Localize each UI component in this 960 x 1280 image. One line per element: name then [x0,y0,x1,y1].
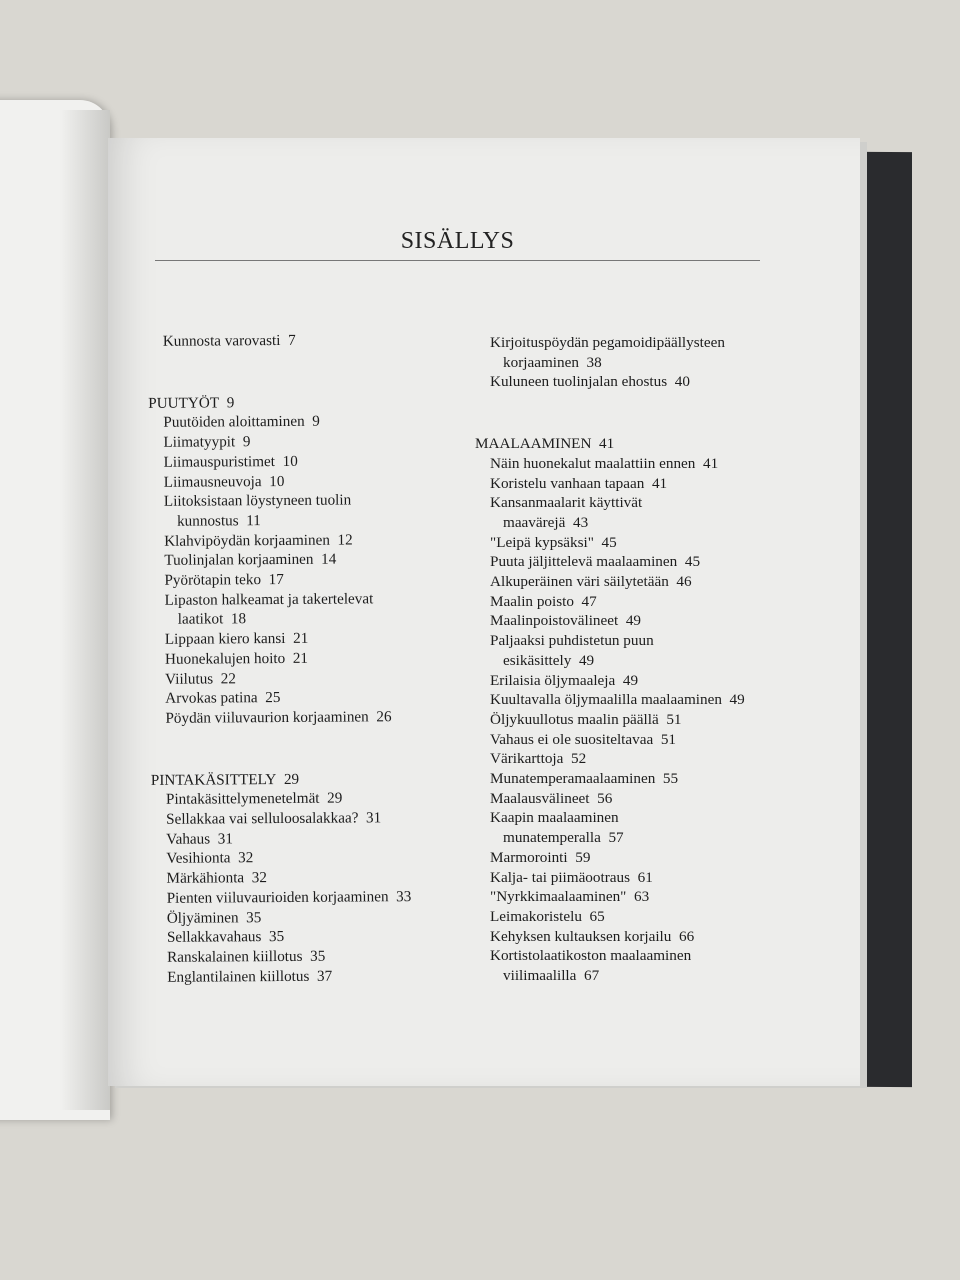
entry-title: Kuultavalla öljymaalilla maalaaminen [490,691,722,709]
page-number: 65 [589,907,605,925]
entry-title: Sellakkavahaus [166,928,262,947]
entry-title: Puutöiden aloittaminen [163,413,305,432]
toc-entry [475,671,745,691]
page-number: 59 [575,848,591,866]
entry-title: Lipaston halkeamat ja takertelevat [164,590,374,609]
entry-title: "Leipä kypsäksi" [490,533,594,551]
toc-entry [475,333,745,372]
entry-title: Paljaaksi puhdistetun puun [490,632,654,650]
entry-title: PUUTYÖT [148,394,220,412]
entry-title: Leimakoristelu [490,907,582,925]
toc-section-heading [148,392,408,414]
entry-title: Kehyksen kultauksen korjailu [490,927,672,945]
toc-entry [150,668,410,690]
toc-entry [149,471,409,493]
toc-entry [475,887,745,907]
page-number: 61 [637,868,653,886]
toc-entry [151,788,411,810]
section-gap [475,392,745,434]
page-number: 41 [651,474,668,492]
toc-entry [150,707,410,729]
toc-entry [151,828,411,850]
entry-title: Maalin poisto [490,592,574,610]
toc-entry [475,493,745,532]
page-number: 32 [251,869,267,887]
entry-title: Vahaus [166,830,211,848]
entry-title: Maalausvälineet [490,789,590,807]
toc-entry [149,490,409,531]
toc-entry [475,868,745,888]
page-title: SISÄLLYS [400,228,515,254]
page-number: 21 [293,629,309,648]
entry-title: Huonekalujen hoito [164,649,286,668]
page-number: 33 [396,887,412,906]
page-number: 9 [242,433,251,451]
entry-title-continued [165,609,410,630]
page-number: 51 [660,730,676,748]
entry-title: Kuluneen tuolinjalan ehostus [490,373,668,391]
page-number: 25 [265,689,281,707]
toc-entry [149,451,409,473]
toc-entry [475,592,745,612]
entry-title-continued [490,513,745,533]
entry-title: Ranskalainen kiillotus [167,947,303,966]
toc-entry [152,926,412,948]
toc-entry [475,946,745,985]
entry-title: Liimauspuristimet [163,452,276,471]
entry-title: Tuolinjalan korjaaminen [164,551,314,570]
toc-entry [475,372,745,392]
page-number: 29 [283,770,300,788]
entry-title: Munatemperamaalaaminen [490,770,656,788]
toc-section-heading [475,434,745,454]
page-number: 41 [599,435,615,453]
toc-entry [148,330,408,352]
page-number: 49 [729,691,745,709]
page-number: 35 [268,928,285,946]
page-number: 56 [597,789,613,807]
toc-entry [149,530,409,552]
entry-title: Koristelu vanhaan tapaan [490,474,645,492]
page-number: 47 [581,592,597,610]
entry-title: Sellakkaa vai selluloosalakkaa? [166,809,359,828]
toc-entry [475,710,745,730]
page-number: 31 [217,830,233,848]
toc-entry [475,749,745,769]
toc-entry [148,412,408,434]
page-number: 17 [268,571,284,589]
toc-entry [149,569,409,591]
page-number: 18 [230,610,247,628]
toc-entry [475,690,745,710]
page-number: 38 [586,353,602,371]
page-number: 35 [246,908,262,926]
toc-entry [151,808,411,830]
page-number: 11 [246,512,261,530]
page-number: 67 [583,967,600,985]
left-page-gutter [60,110,110,1110]
page-number: 57 [608,829,624,847]
toc-entry [150,589,410,630]
entry-title-line2: korjaaminen [503,353,579,371]
toc-entry [152,907,412,929]
page-number: 49 [578,651,595,669]
page-number: 12 [337,531,353,549]
entry-title: Puuta jäljittelevä maalaaminen [490,553,678,571]
toc-entry [475,769,745,789]
entry-title: Kunnosta varovasti [162,331,281,350]
page-number: 10 [282,452,298,470]
entry-title-continued [490,828,745,848]
toc-entry [151,867,411,889]
page-number: 31 [365,809,382,827]
entry-title: Viilutus [165,670,214,688]
toc-entry [475,848,745,868]
entry-title-line2: esikäsittely [503,651,572,669]
toc-entry [475,533,745,553]
page-number: 9 [226,394,235,412]
entry-title: Kortistolaatikoston maalaaminen [490,947,692,965]
entry-title-line2: laatikot [177,610,224,629]
page-number: 66 [678,927,695,945]
entry-title: Pintakäsittelymenetelmät [165,790,320,809]
toc-left-column [148,330,412,987]
toc-section-heading [151,769,411,791]
entry-title: Lippaan kiero kansi [164,630,286,648]
entry-title: Näin huonekalut maalattiin ennen [490,454,696,472]
page-number: 51 [666,710,682,728]
entry-title: Englantilainen kiillotus [167,967,310,986]
entry-title: Pyörötapin teko [164,571,262,589]
toc-entry [151,848,411,870]
page-number: 49 [625,612,641,630]
toc-entry [148,431,408,453]
page-number: 45 [601,533,617,551]
entry-title-line2: maavärejä [503,513,566,531]
entry-title-continued [490,651,745,671]
entry-title: Liimausneuvoja [163,472,262,491]
entry-title: Erilaisia öljymaaleja [490,671,616,689]
entry-title: Kirjoituspöydän pegamoidipäällysteen [490,334,725,351]
page-number: 37 [316,967,333,985]
toc-entry [152,966,412,988]
page-number: 46 [676,573,692,591]
entry-title: Marmorointi [490,848,568,866]
page-number: 14 [321,550,337,569]
entry-title: Alkuperäinen väri säilytetään [490,573,669,591]
toc-entry [150,687,410,709]
entry-title: Vahaus ei ole suositeltavaa [490,730,654,748]
entry-title: Märkähionta [166,869,245,887]
entry-title-continued [164,510,409,531]
page-number: 35 [310,947,326,965]
entry-title: Maalinpoistovälineet [490,612,619,630]
toc-entry [150,628,410,650]
page-number: 9 [312,413,320,431]
entry-title: Öljyäminen [166,908,239,927]
page-number: 43 [572,513,589,531]
title-rule [155,260,760,261]
toc-entry [475,907,745,927]
entry-title: Liitoksistaan löystyneen tuolin [163,491,352,511]
entry-title-line2: munatemperalla [503,829,601,847]
page-number: 55 [662,770,679,788]
entry-title: PINTAKÄSITTELY [150,770,277,789]
entry-title-continued [490,966,745,986]
entry-title-line2: viilimaalilla [503,967,577,985]
page-number: 49 [622,671,639,689]
toc-entry [475,730,745,750]
entry-title: Kaapin maalaaminen [490,809,619,827]
page-number: 26 [376,708,392,726]
toc-entry [152,887,412,909]
page-number: 10 [269,472,285,490]
toc-entry [475,572,745,592]
entry-title: Kalja- tai piimäootraus [490,868,631,886]
entry-title: "Nyrkkimaalaaminen" [490,888,627,906]
toc-right-column [475,333,745,986]
toc-entry [475,808,745,847]
entry-title-line2: kunnostus [176,512,239,530]
toc-entry [475,454,745,474]
toc-entry [475,631,745,670]
toc-entry [475,789,745,809]
page-number: 7 [288,331,296,349]
entry-title: Klahvipöydän korjaaminen [164,531,330,550]
entry-title: Värikarttoja [490,750,564,768]
toc-entry [475,474,745,494]
page-number: 29 [327,789,343,808]
entry-title: Pienten viiluvaurioiden korjaaminen [166,888,389,907]
page-number: 32 [238,849,254,867]
toc-entry [152,946,412,968]
page-number: 41 [702,454,719,472]
entry-title: Öljykuullotus maalin päällä [490,710,659,728]
section-gap [150,727,410,771]
entry-title: Liimatyypit [163,433,236,451]
toc-entry [475,927,745,947]
page-number: 40 [674,373,690,391]
toc-entry [150,648,410,670]
entry-title: Kansanmaalarit käyttivät [490,494,643,512]
entry-title: Pöydän viiluvaurion korjaaminen [165,708,369,727]
toc-entry [475,611,745,631]
entry-title: Vesihionta [166,849,231,868]
toc-entry [149,549,409,571]
page-number: 52 [570,750,587,768]
page-number: 45 [684,553,701,571]
page-number: 22 [220,669,237,687]
entry-title: Arvokas patina [165,689,258,708]
entry-title-continued [490,353,745,373]
page-number: 63 [633,888,650,906]
section-gap [148,350,408,394]
page-number: 21 [292,649,309,667]
toc-entry [475,552,745,572]
entry-title: MAALAAMINEN [475,435,592,453]
